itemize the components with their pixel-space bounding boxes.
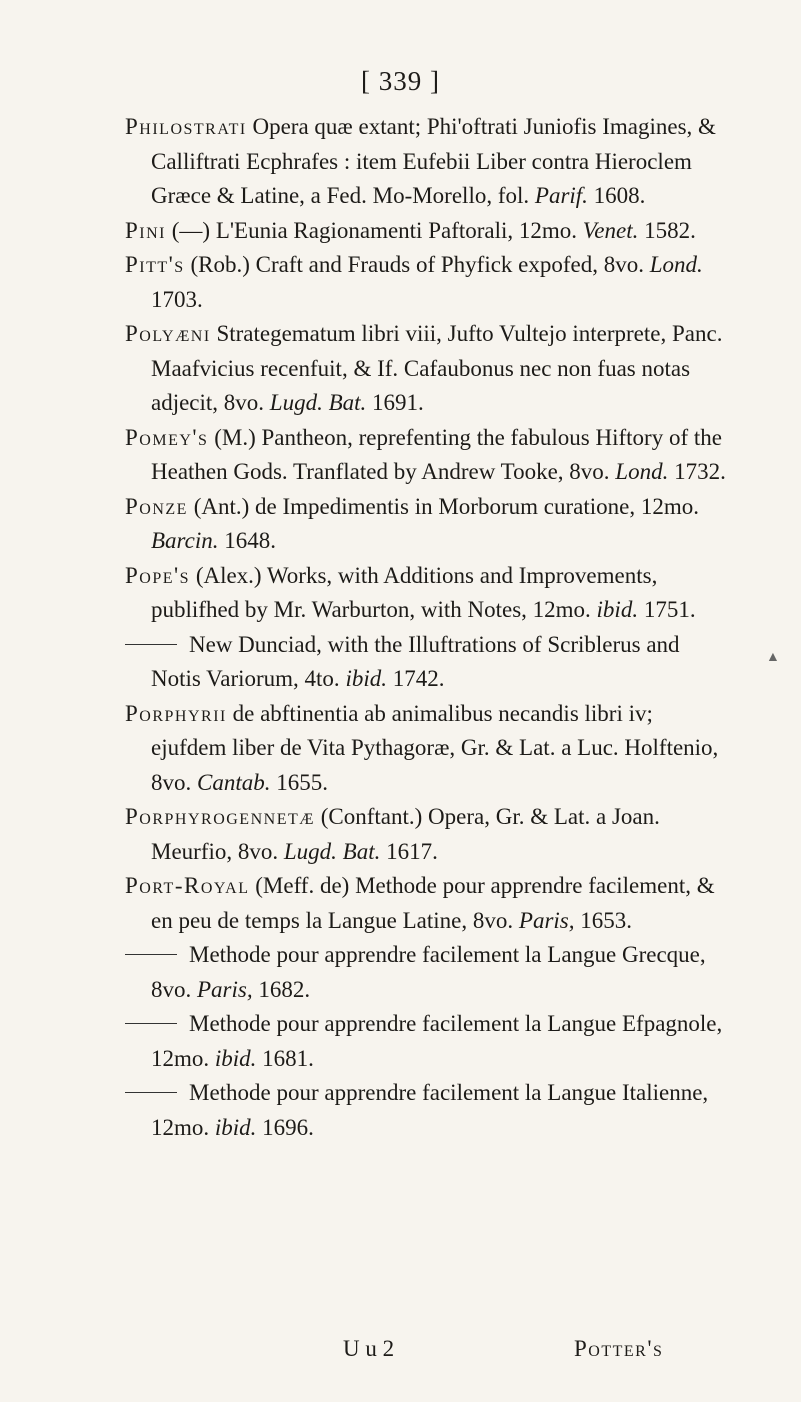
catalogue-entry: [125, 248, 730, 317]
entry-text: Opera quæ extant; Phi'oftrati Juniofis Imagines, & Calliftrati Ecphrafes : item Eufebii Liber contra Hieroclem Græce & Latine, a Fed. Mo-Morello, fol.: [151, 114, 716, 208]
entry-year: 1582.: [638, 217, 696, 243]
catalogue-entry: [125, 110, 730, 214]
entry-text: (M.) Pantheon, reprefenting the fabulous Hiftory of the Heathen Gods. Tranflated by Andrew Tooke, 8vo.: [151, 424, 722, 484]
entry-year: 1682.: [252, 976, 311, 1002]
entry-heading: Porphyrii: [125, 700, 227, 726]
entry-text: (Alex.) Works, with Additions and Improvements, publifhed by Mr. Warburton, with Notes, 12mo.: [151, 562, 658, 622]
entry-place: Paris,: [197, 976, 253, 1002]
entry-year: 1751.: [638, 597, 696, 622]
entry-place: ibid.: [214, 1114, 257, 1140]
entry-place: ibid.: [345, 666, 387, 691]
ditto-dash: [125, 644, 177, 645]
margin-speck: ▲: [766, 650, 780, 665]
catalogue-entry: [125, 559, 730, 628]
catalogue-entry: [125, 938, 730, 1007]
entry-text: Methode pour apprendre facilement la Langue Italienne, 12mo.: [151, 1080, 709, 1140]
catalogue-entry: [125, 697, 730, 801]
entry-place: ibid.: [596, 597, 639, 622]
entry-heading: Ponze: [125, 493, 188, 519]
entry-heading: Pini: [125, 217, 167, 243]
entry-heading: Pitt's: [125, 252, 185, 277]
entry-place: Lugd. Bat.: [283, 838, 381, 864]
catalogue-entry: [125, 800, 730, 869]
signature-mark: U u 2: [343, 1336, 395, 1361]
entry-text: (Conftant.) Opera, Gr. & Lat. a Joan. Meurfio, 8vo.: [151, 804, 660, 864]
entry-heading: Port-Royal: [125, 873, 250, 898]
entry-text: (Ant.) de Impedimentis in Morborum curatione, 12mo.: [187, 493, 699, 519]
entry-year: 1617.: [380, 838, 438, 864]
ditto-dash: [125, 954, 177, 955]
ditto-dash: [125, 1023, 177, 1024]
entry-year: 1608.: [587, 183, 646, 208]
catalogue-entry: [125, 869, 730, 938]
entry-heading: Polyæni: [125, 321, 211, 346]
entry-heading: Pope's: [125, 562, 191, 588]
entry-place: Lond.: [649, 252, 703, 277]
entry-year: 1653.: [574, 907, 632, 933]
entry-text: (Rob.) Craft and Frauds of Phyfick expofed, 8vo.: [184, 252, 650, 277]
entry-year: 1691.: [366, 390, 424, 415]
entry-place: Parif.: [534, 183, 588, 208]
page-footer: [0, 1336, 801, 1370]
entry-year: 1696.: [256, 1114, 314, 1140]
entry-text: Methode pour apprendre facilement la Langue Efpagnole, 12mo.: [151, 1011, 723, 1071]
catalogue-entries: [125, 110, 730, 1145]
entry-heading: Porphyrogennetæ: [125, 804, 315, 829]
entry-place: Venet.: [582, 217, 639, 243]
catalogue-entry: [125, 490, 730, 559]
page-number: [ 339 ]: [361, 66, 440, 96]
catalogue-entry: [125, 628, 730, 697]
entry-year: 1655.: [270, 769, 328, 795]
entry-year: 1703.: [151, 286, 203, 312]
entry-heading: Philostrati: [125, 114, 247, 139]
entry-place: Lugd. Bat.: [269, 390, 367, 415]
entry-text: Methode pour apprendre facilement la Langue Grecque, 8vo.: [151, 942, 706, 1002]
entry-place: ibid.: [214, 1045, 257, 1071]
catalogue-entry: [125, 317, 730, 421]
catalogue-entry: [125, 214, 730, 249]
entry-place: Lond.: [615, 459, 669, 484]
entry-text: (Meff. de) Methode pour apprendre facilement, & en peu de temps la Langue Latine, 8vo.: [151, 873, 715, 933]
catalogue-entry: [125, 1076, 730, 1145]
entry-year: 1742.: [386, 666, 445, 691]
entry-year: 1648.: [218, 528, 276, 553]
catchword: Potter's: [574, 1336, 664, 1361]
catalogue-entry: [125, 421, 730, 490]
entry-year: 1681.: [256, 1045, 314, 1071]
entry-place: Paris,: [518, 907, 575, 933]
entry-year: 1732.: [668, 459, 726, 484]
entry-text: de abftinentia ab animalibus necandis libri iv; ejufdem liber de Vita Pythagoræ, Gr. & Lat. a Luc. Holftenio, 8vo.: [151, 700, 719, 795]
entry-text: (—) L'Eunia Ragionamenti Paftorali, 12mo.: [166, 217, 583, 243]
entry-heading: Pomey's: [125, 424, 209, 450]
entry-text: Strategematum libri viii, Jufto Vultejo interprete, Panc. Maafvicius recenfuit, & If. Cafaubonus nec non fuas notas adjecit, 8vo.: [151, 321, 723, 415]
ditto-dash: [125, 1092, 177, 1093]
catalogue-entry: [125, 1007, 730, 1076]
entry-place: Barcin.: [151, 528, 219, 553]
entry-place: Cantab.: [197, 769, 271, 795]
entry-text: New Dunciad, with the Illuftrations of Scriblerus and Notis Variorum, 4to.: [151, 631, 680, 691]
